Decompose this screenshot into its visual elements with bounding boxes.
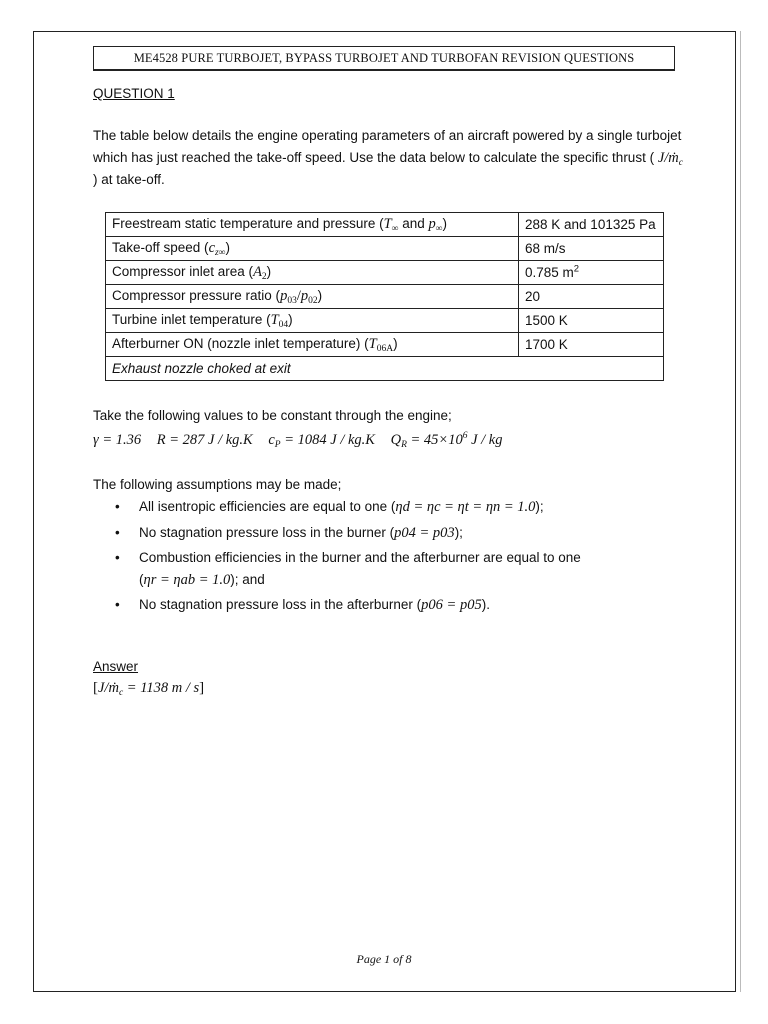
assumptions-intro: The following assumptions may be made; [93, 477, 342, 492]
bullet-icon: • [115, 597, 120, 612]
intro-text-after: ) at take-off. [93, 172, 165, 187]
param-label: Turbine inlet temperature $(T_{04})$ [106, 309, 519, 333]
table-footer-note: Exhaust nozzle choked at exit [106, 357, 664, 381]
param-label: Take-off speed $(c_{z\infty})$ [106, 237, 519, 261]
list-item: • All isentropic efficiencies are equal to one (ηd = ηc = ηt = ηn = 1.0); [93, 496, 673, 519]
list-item: • No stagnation pressure loss in the afterburner (p06 = p05). [93, 594, 673, 617]
bullet-icon: • [115, 524, 120, 540]
gas-constant-value: R = 287 J / kg.K [156, 432, 253, 448]
qr-value: $Q_R = 45\times 10^6$ J / kg [390, 431, 503, 450]
gamma-value: γ = 1.36 [93, 432, 142, 448]
constants-intro: Take the following values to be constant through the engine; [93, 408, 452, 423]
param-label: Compressor pressure ratio $(p_{03}/p_{02})$ [106, 285, 519, 309]
param-value: 68 m/s [519, 237, 664, 261]
document-title: ME4528 PURE TURBOJET, BYPASS TURBOJET AND TURBOFAN REVISION QUESTIONS [93, 46, 675, 71]
list-item: • No stagnation pressure loss in the burner (p04 = p03); [93, 522, 673, 545]
constants-line [93, 432, 502, 449]
table-row [106, 285, 664, 309]
param-label: Afterburner ON (nozzle inlet temperature) $(T_{06A})$ [106, 333, 519, 357]
parameters-table [105, 212, 664, 381]
table-row [106, 357, 664, 381]
param-value: 1500 K [519, 309, 664, 333]
answer-label: Answer [93, 659, 139, 674]
table-row [106, 237, 664, 261]
page-edge [740, 31, 741, 992]
param-label: Compressor inlet area $(A_2)$ [106, 261, 519, 285]
answer-value: [J/ṁ$_c$ = 1138 m / s] [93, 680, 205, 698]
param-value: 288 K and 101325 Pa [519, 213, 664, 237]
question-intro [93, 125, 683, 191]
table-row [106, 261, 664, 285]
intro-math: J/ṁ$_c$ [657, 149, 683, 168]
bullet-icon: • [115, 499, 120, 514]
table-row [106, 213, 664, 237]
assumptions-list [93, 496, 673, 620]
param-value: 0.785 $m^2$ [519, 261, 664, 285]
param-value: 1700 K [519, 333, 664, 357]
param-label: Freestream static temperature and pressure ($T_\infty$ and $p_\infty$) [106, 213, 519, 237]
question-heading: QUESTION 1 [93, 86, 175, 101]
cp-value: $c_P = 1084$ J / kg.K [268, 432, 375, 450]
intro-text-before: The table below details the engine operating parameters of an aircraft powered by a single turbojet which has just reached the take-off speed. Use the data below to calculate the specific thrust ( [93, 128, 682, 165]
table-row [106, 333, 664, 357]
param-value: 20 [519, 285, 664, 309]
list-item: • Combustion efficiencies in the burner and the afterburner are equal to one (ηr = ηab = 1.0); and [93, 547, 673, 591]
page-number: Page 1 of 8 [356, 952, 412, 966]
bullet-icon: • [115, 550, 120, 565]
table-row [106, 309, 664, 333]
